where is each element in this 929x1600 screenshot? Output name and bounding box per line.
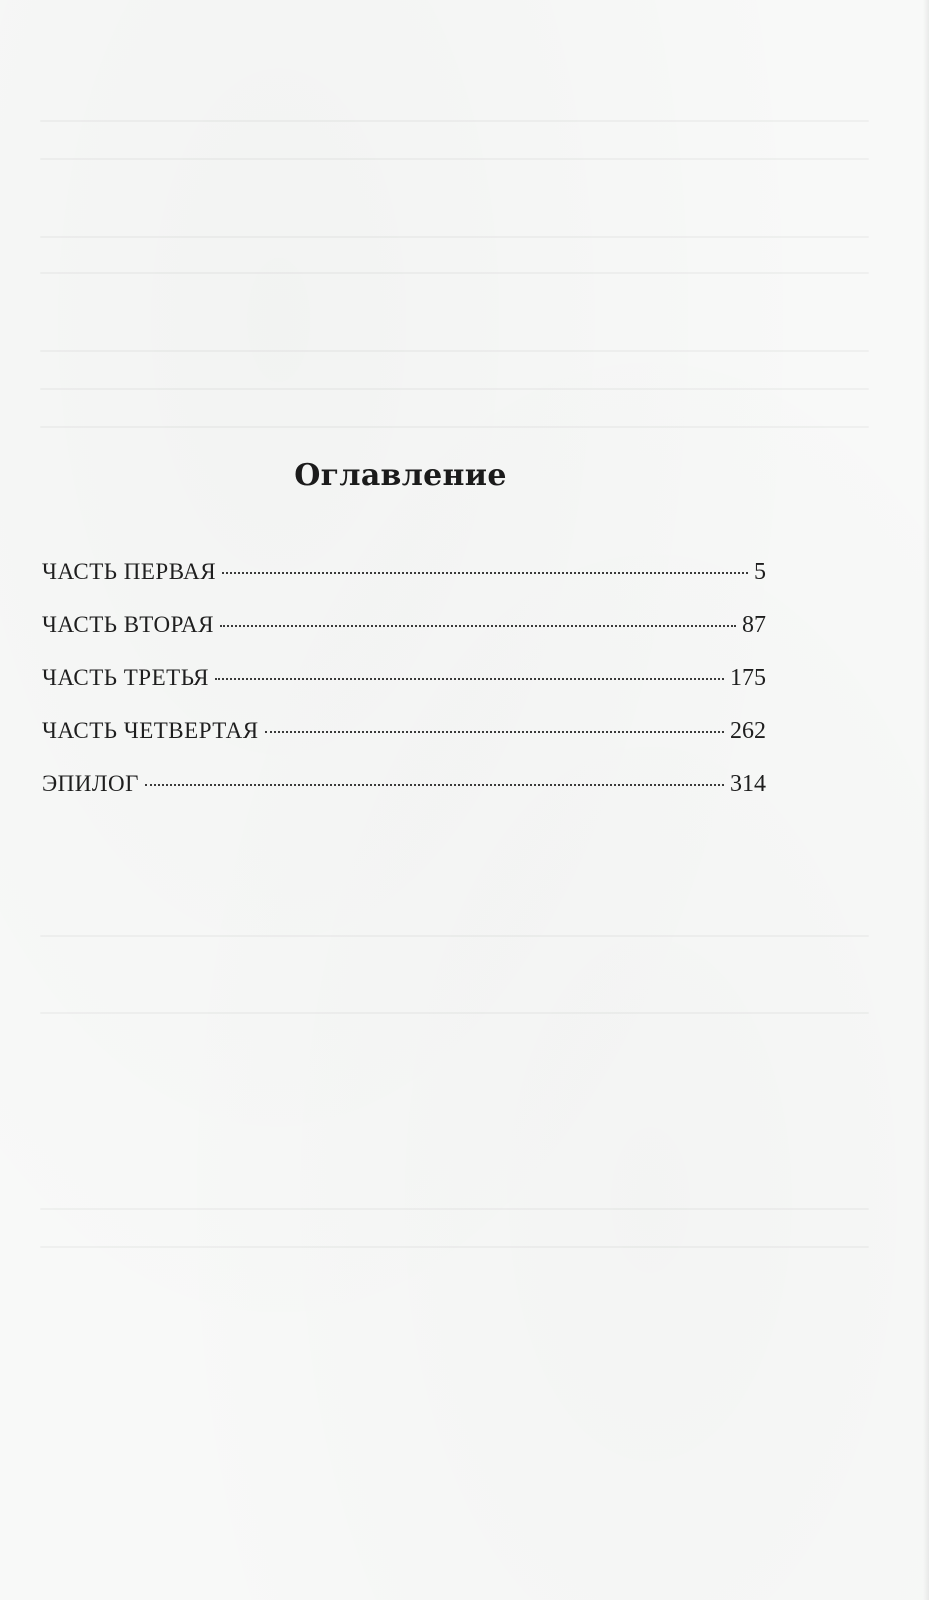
- toc-entry-part-4[interactable]: [42, 717, 766, 770]
- toc-entry-label: ЧАСТЬ ЧЕТВЕРТАЯ: [42, 718, 259, 743]
- toc-entry-page: 87: [742, 612, 766, 638]
- bleed-through-line: [40, 1246, 869, 1248]
- toc-entry-page: 175: [730, 665, 766, 691]
- bleed-through-line: [40, 158, 869, 160]
- toc-leader-dots: [145, 784, 724, 786]
- toc-leader-dots: [265, 731, 724, 733]
- table-of-contents: [42, 558, 766, 823]
- toc-entry-epilogue[interactable]: [42, 770, 766, 823]
- toc-leader-dots: [222, 572, 748, 574]
- toc-heading: Оглавление: [294, 458, 507, 493]
- bleed-through-line: [40, 272, 869, 274]
- bleed-through-line: [40, 236, 869, 238]
- toc-entry-page: 314: [730, 771, 766, 797]
- toc-entry-page: 262: [730, 718, 766, 744]
- bleed-through-line: [40, 1012, 869, 1014]
- bleed-through-line: [40, 426, 869, 428]
- bleed-through-line: [40, 935, 869, 937]
- toc-entry-label: ЧАСТЬ ПЕРВАЯ: [42, 559, 217, 584]
- bleed-through-line: [40, 1208, 869, 1210]
- toc-entry-part-1[interactable]: [42, 558, 766, 611]
- bleed-through-line: [40, 120, 869, 122]
- toc-entry-page: 5: [754, 559, 766, 585]
- toc-leader-dots: [220, 625, 736, 627]
- toc-entry-label: ЧАСТЬ ТРЕТЬЯ: [42, 665, 210, 690]
- toc-entry-part-2[interactable]: [42, 611, 766, 664]
- toc-entry-label: ЧАСТЬ ВТОРАЯ: [42, 612, 214, 637]
- toc-entry-label: ЭПИЛОГ: [42, 771, 139, 796]
- toc-entry-part-3[interactable]: [42, 664, 766, 717]
- bleed-through-line: [40, 350, 869, 352]
- page-edge-shadow: [923, 0, 929, 1600]
- bleed-through-line: [40, 388, 869, 390]
- toc-leader-dots: [215, 678, 724, 680]
